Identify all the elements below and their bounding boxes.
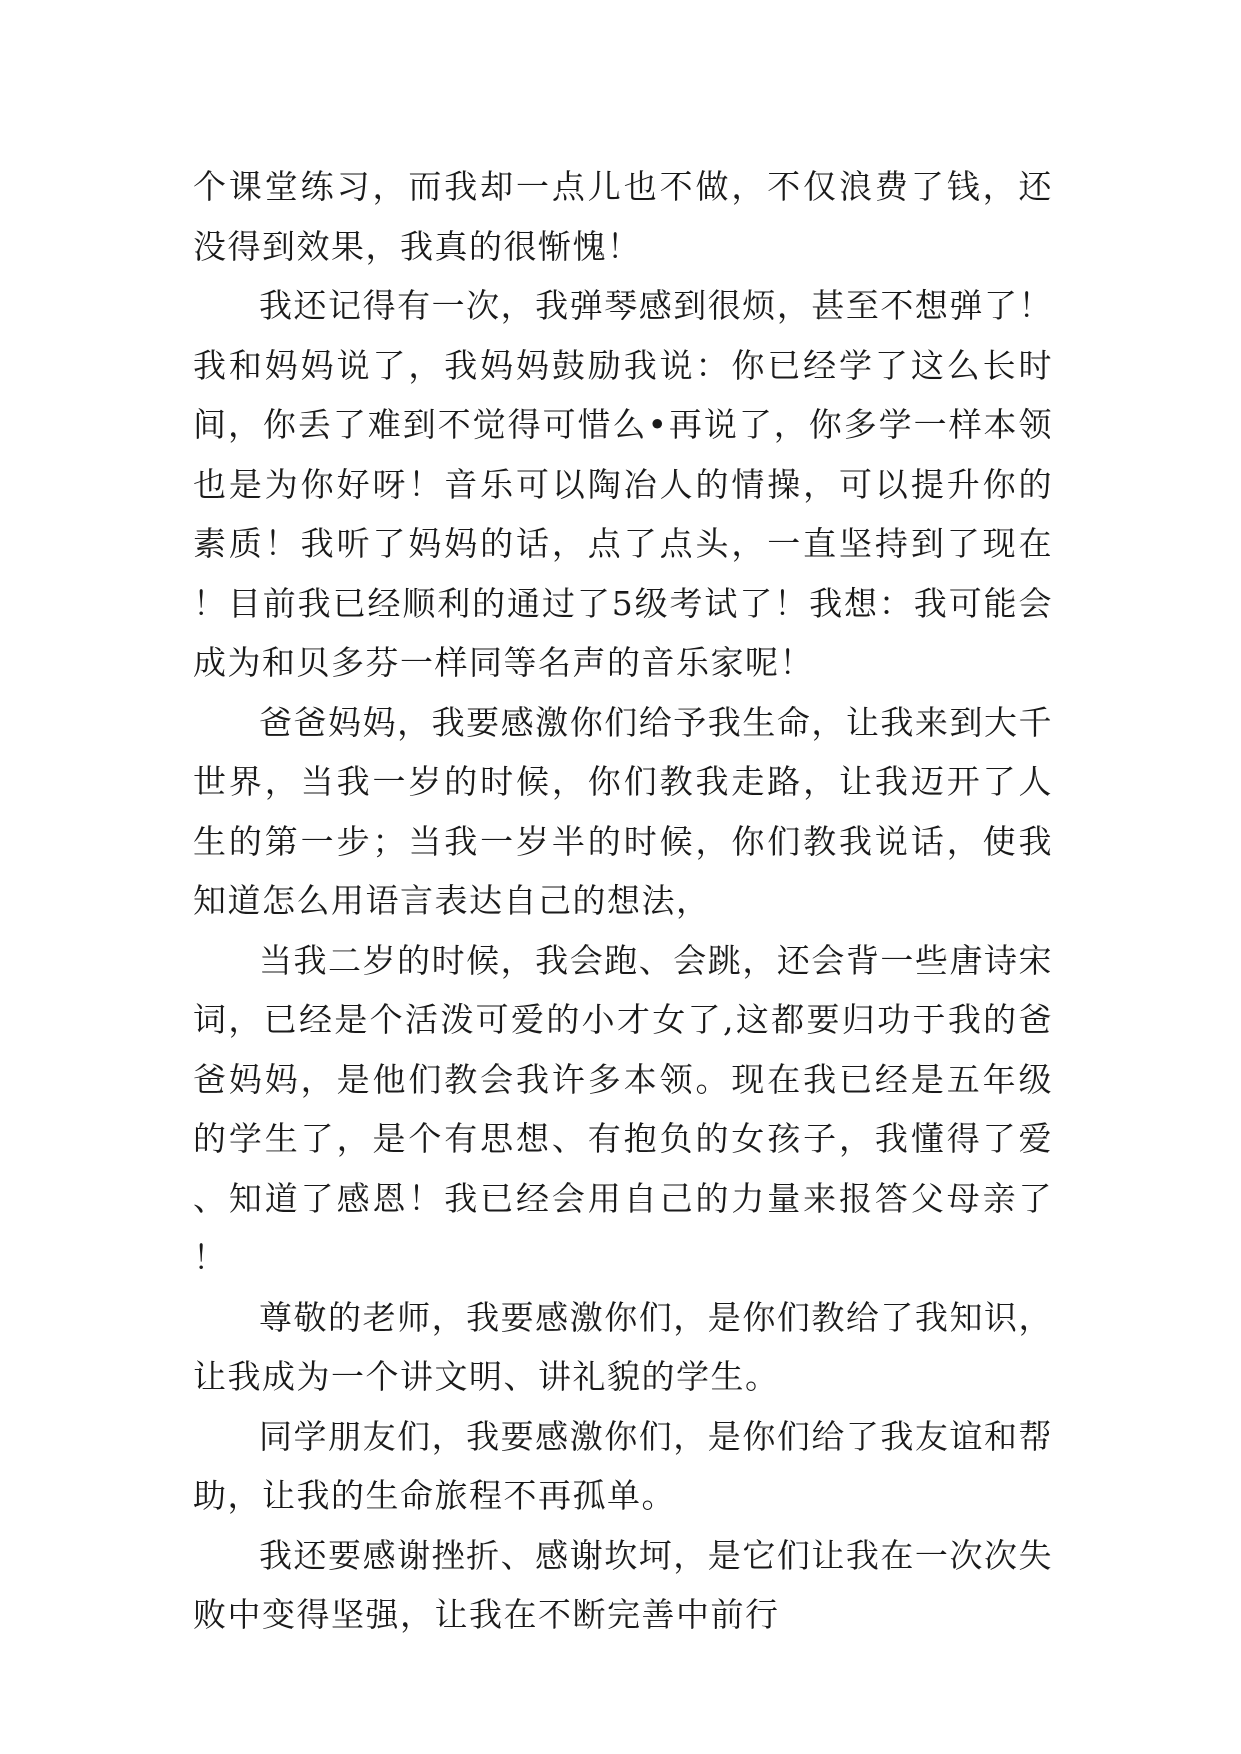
paragraph-7: 我还要感谢挫折、感谢坎坷，是它们让我在一次次失败中变得坚强，让我在不断完善中前行 [193, 1535, 1053, 1634]
paragraph-6: 同学朋友们，我要感激你们，是你们给了我友谊和帮助，让我的生命旅程不再孤单。 [193, 1416, 1053, 1515]
document-body [193, 157, 1053, 1645]
paragraph-4: 当我二岁的时候，我会跑、会跳，还会背一些唐诗宋词，已经是个活泼可爱的小才女了,这都要归功于我的爸爸妈妈，是他们教会我许多本领。现在我已经是五年级的学生了，是个有思想、有抱负的女孩子，我懂得了爱、知道了感恩！我已经会用自己的力量来报答父母亲了！ [193, 940, 1053, 1277]
paragraph-1: 个课堂练习，而我却一点儿也不做，不仅浪费了钱，还没得到效果，我真的很惭愧！ [193, 167, 1053, 266]
paragraph-5: 尊敬的老师，我要感激你们，是你们教给了我知识，让我成为一个讲文明、讲礼貌的学生。 [193, 1297, 1053, 1396]
paragraph-3: 爸爸妈妈，我要感激你们给予我生命，让我来到大千世界，当我一岁的时候，你们教我走路，让我迈开了人生的第一步；当我一岁半的时候，你们教我说话，使我知道怎么用语言表达自己的想法， [193, 702, 1053, 920]
paragraph-2: 我还记得有一次，我弹琴感到很烦，甚至不想弹了！我和妈妈说了，我妈妈鼓励我说：你已经学了这么长时间，你丢了难到不觉得可惜么•再说了，你多学一样本领也是为你好呀！音乐可以陶冶人的情操，可以提升你的素质！我听了妈妈的话，点了点头，一直坚持到了现在！目前我已经顺利的通过了5级考试了！我想：我可能会成为和贝多芬一样同等名声的音乐家呢！ [193, 286, 1053, 682]
